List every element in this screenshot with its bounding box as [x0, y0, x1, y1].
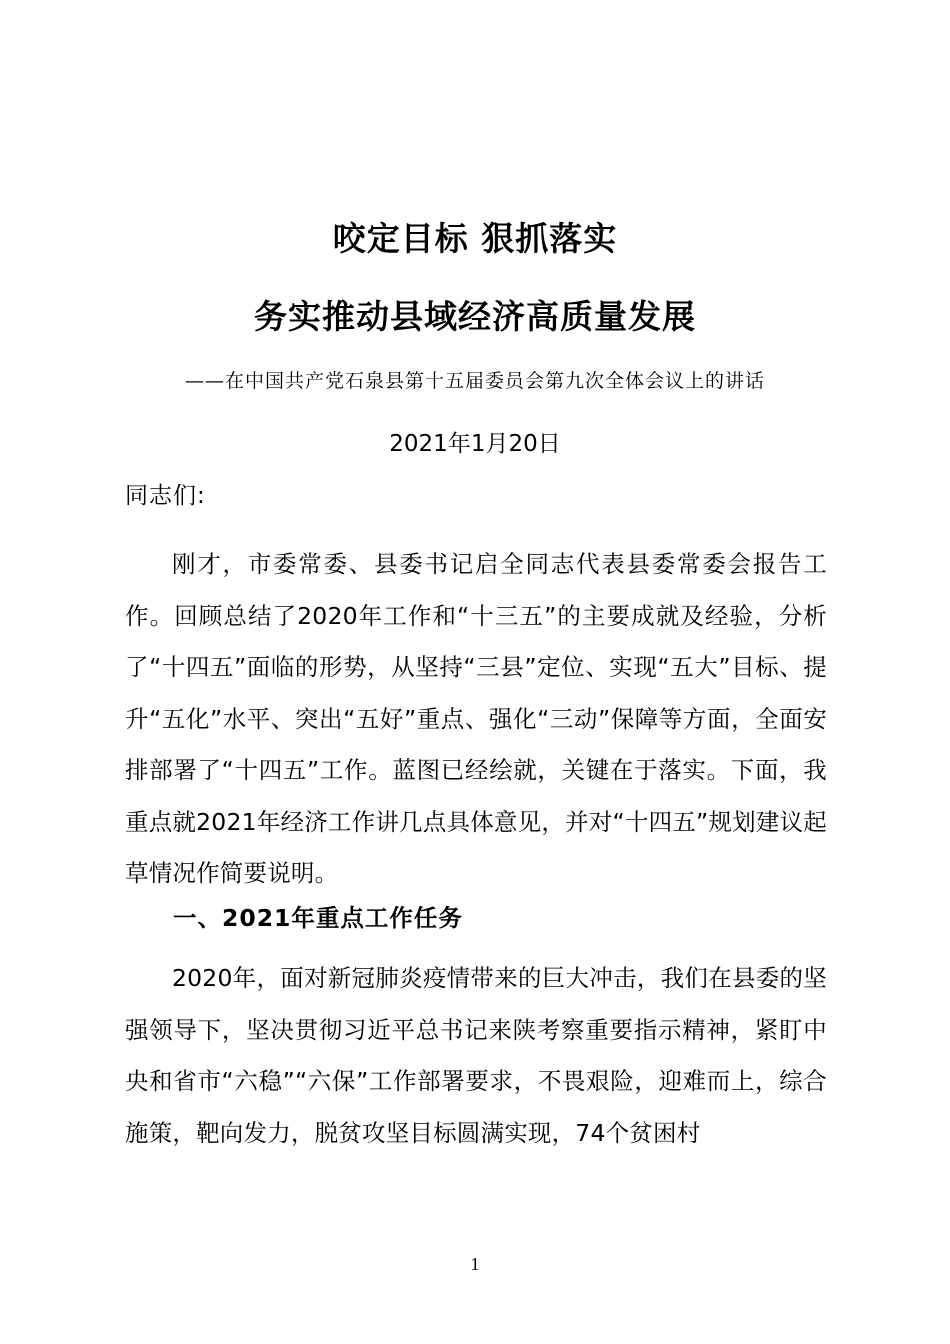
document-subtitle: ——在中国共产党石泉县第十五届委员会第九次全体会议上的讲话	[184, 370, 765, 392]
opening-paragraph: 刚才，市委常委、县委书记启全同志代表县委常委会报告工作。回顾总结了2020年工作和“十三五”的主要成就及经验，分析了“十四五”面临的形势，从坚持“三县”定位、实现“五大”目标、提升“五化”水平、突出“五好”重点、强化“三动”保障等方面，全面安排部署了“十四五”工作。蓝图已经绘就，关键在于落实。下面，我重点就2021年经济工作讲几点具体意见，并对“十四五”规划建议起草情况作简要说明。	[125, 550, 827, 887]
document-title-line-1: 咬定目标 狠抓落实	[332, 219, 618, 258]
salutation: 同志们:	[125, 483, 206, 509]
document-title-line-2: 务实推动县域经济高质量发展	[254, 297, 696, 336]
speech-date: 2021年1月20日	[389, 431, 561, 457]
section-heading: 一、2021年重点工作任务	[173, 904, 463, 932]
page-number: 1	[470, 1254, 480, 1274]
body-paragraph: 2020年，面对新冠肺炎疫情带来的巨大冲击，我们在县委的坚强领导下，坚决贯彻习近平总书记来陕考察重要指示精神，紧盯中央和省市“六稳”“六保”工作部署要求，不畏艰险，迎难而上，综合施策，靶向发力，脱贫攻坚目标圆满实现，74个贫困村	[125, 964, 827, 1147]
